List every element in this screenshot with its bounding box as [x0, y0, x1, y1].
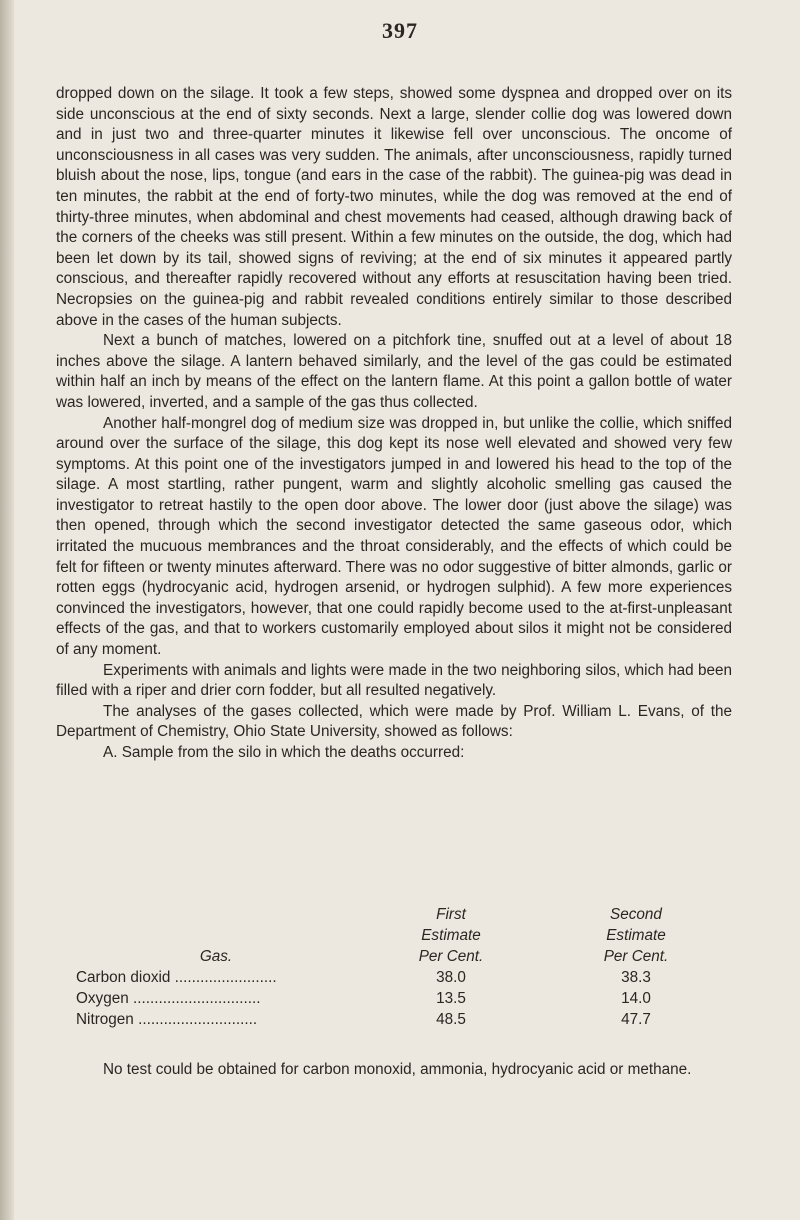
table-row [76, 967, 726, 988]
header-percent-second: Per Cent. [603, 947, 669, 965]
gas-name: Oxygen .............................. [76, 989, 261, 1007]
closing-note [56, 1060, 732, 1081]
header-first: First [436, 905, 466, 923]
first-estimate-value: 38.0 [436, 968, 466, 986]
table-header-row [76, 946, 726, 967]
first-estimate-value: 48.5 [436, 1010, 466, 1028]
first-estimate-value: 13.5 [436, 989, 466, 1007]
header-percent-first: Per Cent. [418, 947, 484, 965]
header-gas: Gas. [199, 947, 233, 965]
paragraph-neighboring-silos: Experiments with animals and lights were made in the two neighboring silos, which had been filled with a riper and drier corn fodder, but all resulted negatively. [56, 661, 732, 700]
header-estimate-first: Estimate [421, 926, 481, 944]
second-estimate-value: 47.7 [621, 1010, 651, 1028]
table-row [76, 1009, 726, 1030]
gas-name: Carbon dioxid ........................ [76, 968, 277, 986]
body-text [56, 84, 732, 764]
paragraph-continued: dropped down on the silage. It took a few steps, showed some dyspnea and dropped over on its side unconscious at the end of sixty seconds. Next a large, slender collie dog was lowered down and in just two and three-quarter minutes it likewise fell over unconscious. The oncome of unconsciousness in all cases was very sudden. The animals, after unconsciousness, rapidly turned bluish about the nose, lips, tongue (and ears in the case of the rabbit). The guinea-pig was dead in ten minutes, the rabbit at the end of forty-two minutes, while the dog was removed at the end of thirty-three minutes, when abdominal and chest movements had ceased, although drawing back of the corners of the cheeks was still present. Within a few minutes on the outside, the dog, which had been let down by its tail, showed signs of reviving; at the end of six minutes it appeared partly conscious, and thereafter rapidly recovered without any efforts at resuscitation having been tried. Necropsies on the guinea-pig and rabbit revealed conditions entirely similar to those described above in the cases of the human subjects. [56, 85, 732, 329]
paragraph-second-dog: Another half-mongrel dog of medium size was dropped in, but unlike the collie, which sniffed around over the surface of the silage, this dog kept its nose well elevated and showed very few symptoms. At this point one of the investigators jumped in and lowered his head to the top of the silage. A most startling, rather pungent, warm and slightly alcoholic smelling gas caused the investigator to retreat hastily to the open door above. The lower door (just above the silage) was then opened, through which the second investigator detected the same gaseous odor, which irritated the mucuous membrances and the throat considerably, and the effects of which could be felt for fifteen or twenty minutes afterward. There was no odor suggestive of bitter almonds, garlic or rotten eggs (hydrocyanic acid, hydrogen arsenid, or hydrogen sulphid). A few more experiences convinced the investigators, however, that one could rapidly become used to the at-first-unpleasant effects of the gas, and that to workers customarily employed about silos it might not be considered of any moment. [56, 414, 732, 659]
paragraph-matches-lantern: Next a bunch of matches, lowered on a pitchfork tine, snuffed out at a level of about 18 inches above the silage. A lantern behaved similarly, and the level of the gas could be estimated within half an inch by means of the effect on the lantern flame. At this point a gallon bottle of water was lowered, inverted, and a sample of the gas thus collected. [56, 332, 732, 411]
paragraph-sample-a: A. Sample from the silo in which the deaths occurred: [103, 744, 465, 761]
table-header-row [76, 925, 726, 946]
gas-name: Nitrogen ............................ [76, 1010, 258, 1028]
table-header-row [76, 904, 726, 925]
second-estimate-value: 38.3 [621, 968, 651, 986]
header-second: Second [610, 905, 662, 923]
second-estimate-value: 14.0 [621, 989, 651, 1007]
header-estimate-second: Estimate [606, 926, 666, 944]
page-spine-shadow [0, 0, 14, 1220]
closing-paragraph: No test could be obtained for carbon monoxid, ammonia, hydrocyanic acid or methane. [103, 1061, 692, 1078]
table-row [76, 988, 726, 1009]
page-number: 397 [382, 18, 418, 43]
paragraph-analyses: The analyses of the gases collected, which were made by Prof. William L. Evans, of the Department of Chemistry, Ohio State University, showed as follows: [56, 702, 732, 741]
gas-analysis-table [76, 904, 726, 1030]
